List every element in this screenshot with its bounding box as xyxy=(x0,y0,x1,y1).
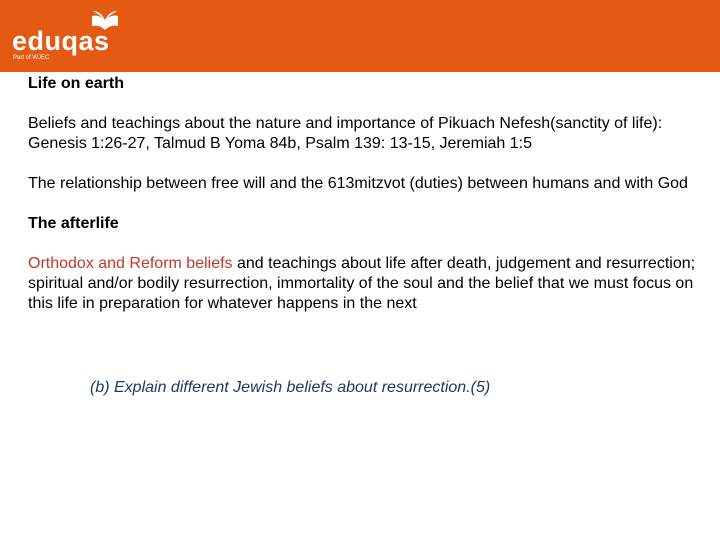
content-area xyxy=(28,74,708,314)
heading-life-on-earth: Life on earth xyxy=(28,75,125,92)
afterlife-text: and teachings about life after death, judgement and resurrection; spiritual and/or bodily resurrection, immortality of the soul and the belief that we must focus on this life in preparation for whatever happens in the next xyxy=(28,255,696,312)
highlight-orthodox-reform: Orthodox and Reform beliefs xyxy=(28,255,233,272)
heading-afterlife: The afterlife xyxy=(28,215,119,232)
exam-question: (b) Explain different Jewish beliefs about resurrection.(5) xyxy=(90,379,491,396)
logo-subtext: Part of WJEC xyxy=(13,55,50,61)
paragraph-free-will: The relationship between free will and the 613mitzvot (duties) between humans and with God xyxy=(28,175,688,192)
paragraph-pikuach-nefesh: Beliefs and teachings about the nature and importance of Pikuach Nefesh(sanctity of life): Genesis 1:26-27, Talmud B Yoma 84b, Psalm 139: 13-15, Jeremiah 1:5 xyxy=(28,115,663,152)
eduqas-logo xyxy=(12,10,122,66)
header-bar xyxy=(0,0,720,72)
logo-text: eduqas xyxy=(12,26,110,56)
paragraph-afterlife-beliefs xyxy=(28,254,708,314)
